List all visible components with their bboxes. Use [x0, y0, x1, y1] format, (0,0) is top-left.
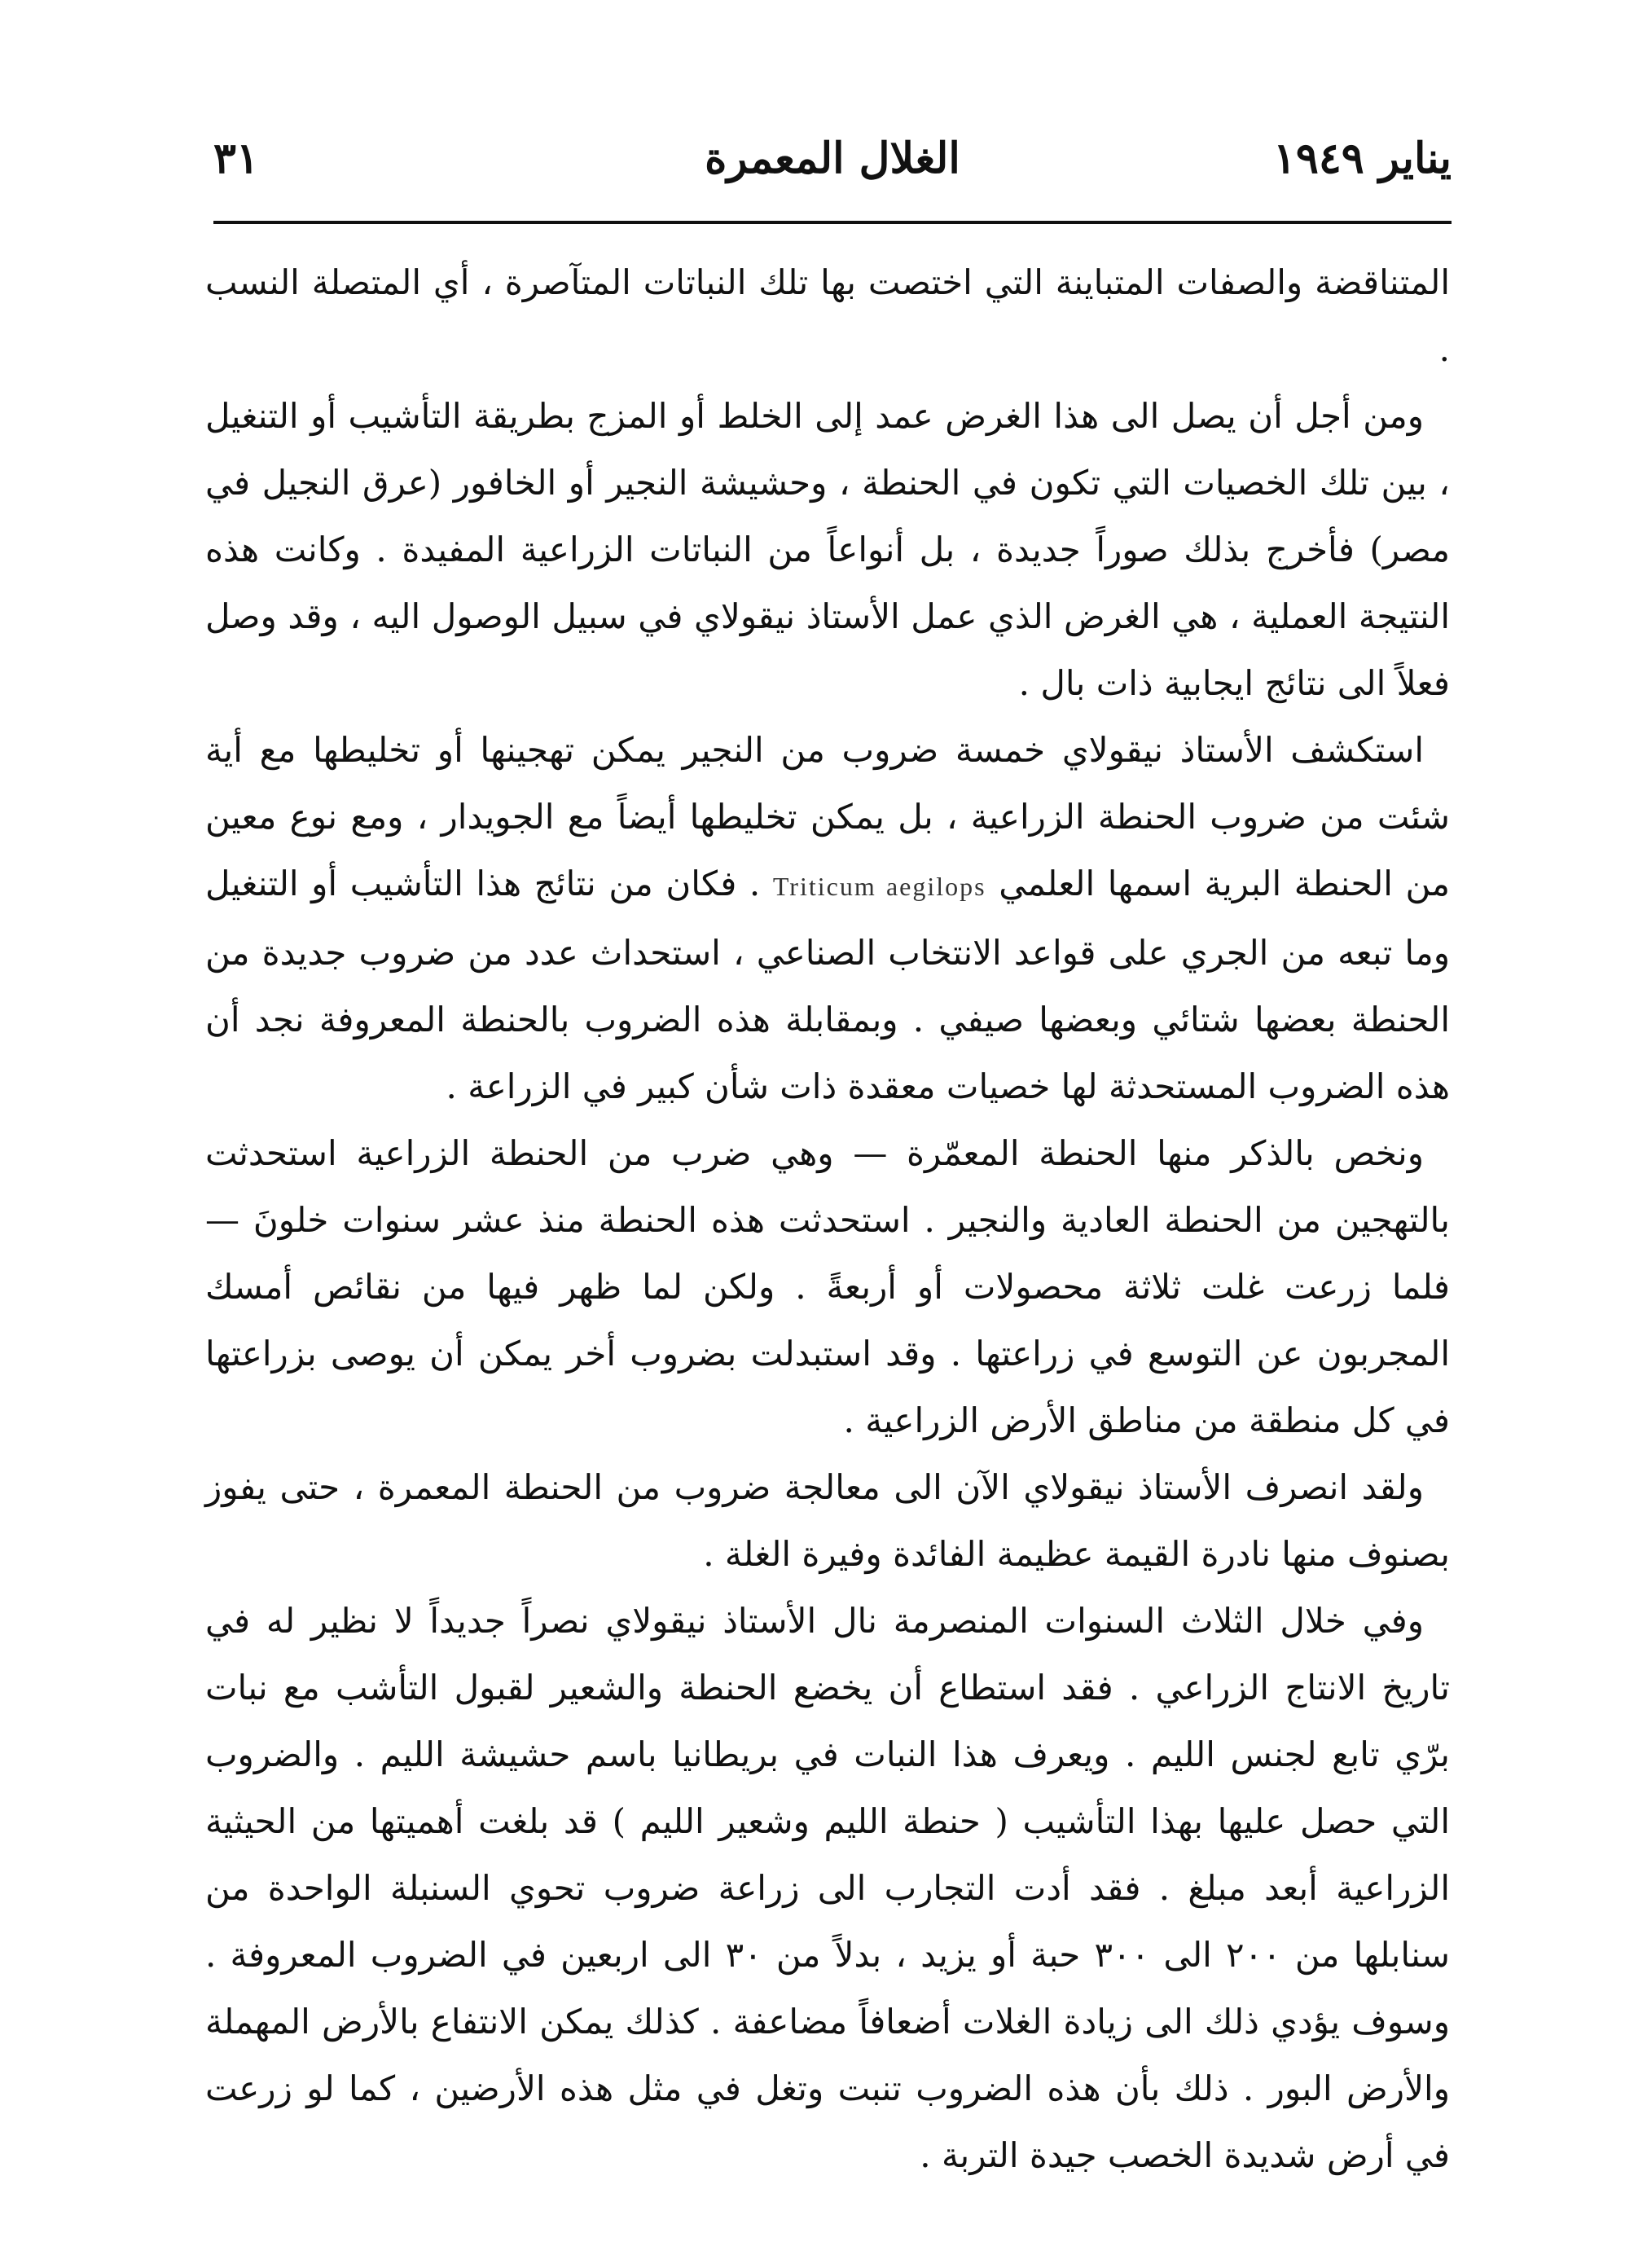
page-number: ٣١ — [213, 134, 259, 183]
header-date: يناير ١٩٤٩ — [1273, 134, 1452, 183]
paragraph-3 — [205, 717, 1450, 1120]
paragraph-3-text-a: استكشف الأستاذ نيقولاي خمسة ضروب من النجير يمكن تهجينها أو تخليطها مع أية شئت من ضروب الحنطة الزراعية ، بل يمكن تخليطها أيضاً مع الجويدار ، ومع نوع معين من الحنطة البرية اسمها العلمي — [205, 730, 1450, 903]
header-divider — [213, 221, 1452, 224]
paragraph-5: ولقد انصرف الأستاذ نيقولاي الآن الى معالجة ضروب من الحنطة المعمرة ، حتى يفوز بصنوف منها نادرة القيمة عظيمة الفائدة وفيرة الغلة . — [205, 1467, 1450, 1574]
paragraph-2: ومن أجل أن يصل الى هذا الغرض عمد إلى الخلط أو المزج بطريقة التأشيب أو التنغيل ، بين تلك الخصيات التي تكون في الحنطة ، وحشيشة النجير أو الخافور (عرق النجيل في مصر) فأخرج بذلك صوراً جديدة ، بل أنواعاً من النباتات الزراعية المفيدة . وكانت هذه النتيجة العملية ، هي الغرض الذي عمل الأستاذ نيقولاي في سبيل الوصول اليه ، وقد وصل فعلاً الى نتائج ايجابية ذات بال . — [205, 396, 1450, 703]
header-title: الغلال المعمرة — [705, 134, 960, 183]
paragraph-6: وفي خلال الثلاث السنوات المنصرمة نال الأستاذ نيقولاي نصراً جديداً لا نظير له في تاريخ الانتاج الزراعي . فقد استطاع أن يخضع الحنطة والشعير لقبول التأشب مع نبات برّي تابع لجنس الليم . ويعرف هذا النبات في بريطانيا باسم حشيشة الليم . والضروب التي حصل عليها بهذا التأشيب ( حنطة الليم وشعير الليم ) قد بلغت أهميتها من الحيثية الزراعية أبعد مبلغ . فقد أدت التجارب الى زراعة ضروب تحوي السنبلة الواحدة من سنابلها من ٢٠٠ الى ٣٠٠ حبة أو يزيد ، بدلاً من ٣٠ الى اربعين في الضروب المعروفة . وسوف يؤدي ذلك الى زيادة الغلات أضعافاً مضاعفة . كذلك يمكن الانتفاع بالأرض المهملة والأرض البور . ذلك بأن هذه الضروب تنبت وتغل في مثل هذه الأرضين ، كما لو زرعت في أرض شديدة الخصب جيدة التربة . — [205, 1601, 1450, 2175]
paragraph-3-text-b: . فكان من نتائج هذا التأشيب أو التنغيل وما تبعه من الجري على قواعد الانتخاب الصناعي ، استحداث عدد من ضروب جديدة من الحنطة بعضها شتائي وبعضها صيفي . وبمقابلة هذه الضروب بالحنطة المعروفة نجد أن هذه الضروب المستحدثة لها خصيات معقدة ذات شأن كبير في الزراعة . — [205, 864, 1451, 1106]
running-header — [213, 122, 1452, 204]
paragraph-1: المتناقضة والصفات المتباينة التي اختصت بها تلك النباتات المتآصرة ، أي المتصلة النسب . — [205, 262, 1450, 369]
article-body — [205, 249, 1450, 2189]
paragraph-4: ونخص بالذكر منها الحنطة المعمّرة — وهي ضرب من الحنطة الزراعية استحدثت بالتهجين من الحنطة العادية والنجير . استحدثت هذه الحنطة منذ عشر سنوات خلونَ — فلما زرعت غلت ثلاثة محصولات أو أربعةً . ولكن لما ظهر فيها من نقائص أمسك المجربون عن التوسع في زراعتها . وقد استبدلت بضروب أخر يمكن أن يوصى بزراعتها في كل منطقة من مناطق الأرض الزراعية . — [205, 1133, 1450, 1440]
scientific-name: Triticum aegilops — [772, 872, 986, 901]
